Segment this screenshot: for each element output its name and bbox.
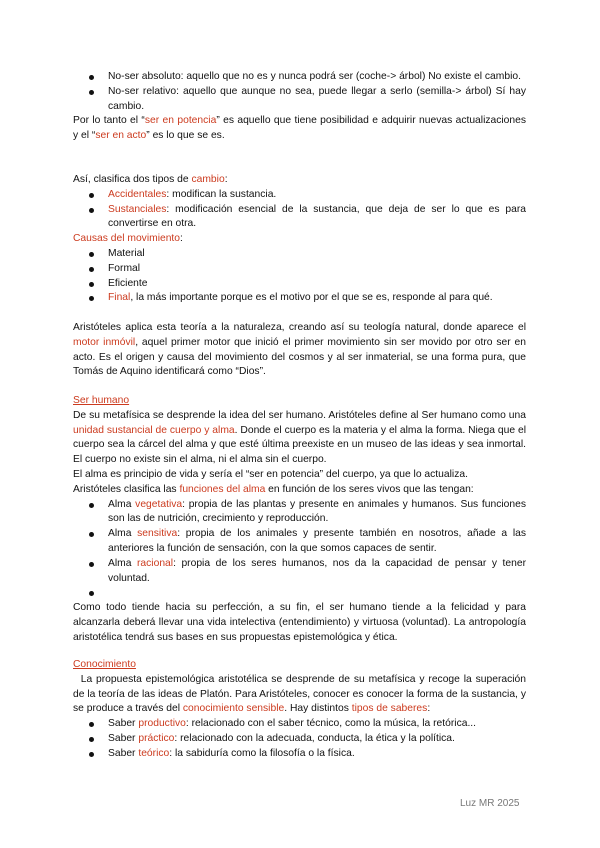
text: : la sabiduría como la filosofía o la física. — [169, 747, 355, 759]
cambio-term: cambio — [191, 174, 225, 185]
list-item — [73, 291, 526, 306]
list-item — [73, 527, 526, 557]
conocimiento-sensible-term: conocimiento sensible — [182, 703, 285, 715]
racional-term: racional — [137, 557, 174, 569]
teorico-term: teórico — [138, 747, 170, 759]
text: : — [224, 174, 228, 185]
text: Saber — [108, 732, 139, 744]
conocimiento-heading — [73, 658, 526, 673]
text: Aristóteles clasifica las — [73, 483, 180, 495]
list-item: Formal — [73, 262, 526, 277]
list-item — [73, 732, 526, 747]
list-item: No-ser relativo: aquello que aunque no sea, puede llegar a serlo (semilla-> árbol) Sí hay cambio. — [73, 85, 526, 115]
text: en función de los seres vivos que las tengan: — [265, 483, 474, 495]
text: De su metafísica se desprende la idea del ser humano. Aristóteles define al Ser humano como una — [73, 409, 526, 421]
text: : propia de las plantas y presente en animales y humanos. Sus funciones son las de nutrición, crecimiento y reproducción. — [108, 498, 526, 525]
productivo-term: productivo — [138, 718, 186, 730]
motor-inmovil-term: motor inmóvil — [73, 336, 136, 348]
text: ” es aquello que tiene posibilidad e adquirir nuevas actualizaciones y el “ — [73, 115, 526, 142]
almas-list — [73, 498, 526, 602]
ser-en-potencia-term: ser en potencia — [144, 115, 217, 127]
list-item — [73, 747, 526, 762]
funciones-alma-term: funciones del alma — [179, 483, 266, 495]
causas-heading — [73, 232, 526, 247]
alma-paragraph: El alma es principio de vida y sería el “ser en potencia” del cuerpo, ya que lo actualiza. — [73, 468, 468, 480]
no-ser-list — [73, 70, 526, 114]
ser-humano-section — [73, 394, 526, 646]
section-heading: Ser humano — [73, 395, 130, 406]
saberes-list — [73, 717, 526, 761]
text: . Donde el cuerpo es la materia y el alma la forma. Niega que el cuerpo sea la cárcel del alma y que esté última preexiste en un museo de las ideas y sea inmortal. El cuerpo no existe sin el alma, ni el alma sin el cuerpo. — [73, 424, 526, 466]
practico-term: práctico — [138, 732, 175, 744]
sustanciales-term: Sustanciales — [108, 203, 167, 215]
text: Así, clasifica dos tipos de — [73, 174, 192, 185]
text: : — [180, 233, 183, 245]
text: : relacionado con el saber técnico, como la música, la retórica... — [185, 718, 477, 730]
text: Alma — [108, 498, 136, 510]
conocimiento-paragraph — [73, 673, 529, 717]
unidad-sustancial-term: unidad sustancial de cuerpo y alma — [73, 424, 235, 436]
top-section — [73, 70, 526, 144]
list-item: Material — [73, 247, 526, 262]
list-item — [73, 498, 526, 528]
sensitiva-term: sensitiva — [137, 528, 178, 540]
text: , la más importante porque es el motivo por el que se es, responde al para qué. — [130, 292, 493, 304]
cambio-list — [73, 188, 526, 232]
potencia-acto-paragraph — [73, 114, 526, 144]
motor-inmovil-paragraph — [73, 321, 526, 380]
ser-en-acto-term: ser en acto — [95, 130, 147, 142]
list-item: Eficiente — [73, 277, 526, 292]
ser-humano-paragraph — [73, 409, 526, 468]
felicidad-paragraph: Como todo tiende hacia su perfección, a su fin, el ser humano tiende a la felicidad y para alcanzarla deberá llevar una vida intelectiva (entendimiento) y virtuosa (voluntad). La antropología aristotélica tendrá sus bases en sus propuestas epistemológica y ética. — [73, 602, 526, 643]
cambio-intro — [73, 173, 526, 188]
causas-list — [73, 247, 526, 306]
text: ” es lo que se es. — [146, 130, 225, 142]
funciones-paragraph — [73, 483, 526, 498]
text: La propuesta epistemológica aristotélica se desprende de su metafísica y recoge la superación de la teoría de las ideas de Platón. Para Aristóteles, conocer es conocer la forma de la sustancia, y se produce a través del — [73, 673, 529, 715]
text: Alma — [108, 528, 138, 540]
text: Por lo tanto el “ — [73, 115, 145, 127]
text: Alma — [108, 557, 137, 569]
accidentales-term: Accidentales — [108, 188, 167, 200]
vegetativa-term: vegetativa — [135, 498, 183, 510]
text: . Hay distintos — [284, 703, 352, 715]
text: : propia de los animales y presente también en nosotros, añade a las anteriores la función de sensación, con la que somos capaces de sentir. — [108, 528, 526, 554]
text: Aristóteles aplica esta teoría a la naturaleza, creando así su teología natural, donde aparece el — [73, 322, 526, 333]
list-item — [73, 717, 526, 732]
text: : relacionado con la adecuada, conducta, la ética y la política. — [174, 732, 455, 744]
list-item — [73, 203, 526, 233]
text: : — [427, 703, 431, 715]
text: : propia de los seres humanos, nos da la capacidad de pensar y tener voluntad. — [108, 557, 526, 584]
ser-humano-heading — [73, 394, 526, 409]
tipos-saberes-term: tipos de saberes — [351, 703, 428, 715]
text: : modifican la sustancia. — [166, 188, 277, 200]
section-heading: Conocimiento — [73, 659, 136, 670]
list-item — [73, 188, 526, 203]
conocimiento-section — [73, 658, 529, 762]
list-item: No-ser absoluto: aquello que no es y nunca podrá ser (coche-> árbol) No existe el cambio. — [73, 70, 526, 85]
text: , aquel primer motor que inició el primer movimiento sin ser movido por otro ser en acto. Es el origen y causa del movimiento del cosmos y al ser inmaterial, se una forma pura, que Tomás de Aquino identificará como “Dios”. — [73, 336, 526, 378]
text: Saber — [108, 747, 139, 759]
empty-list-item — [73, 586, 526, 601]
causas-term: Causas del movimiento — [73, 233, 181, 245]
text: : modificación esencial de la sustancia, que deja de ser lo que es para convertirse en otra. — [108, 203, 526, 230]
motor-section — [73, 321, 526, 380]
final-term: Final — [108, 292, 131, 304]
text: Saber — [108, 718, 139, 730]
page-footer: Luz MR 2025 — [460, 798, 520, 809]
cambio-section — [73, 173, 526, 306]
list-item — [73, 557, 526, 587]
